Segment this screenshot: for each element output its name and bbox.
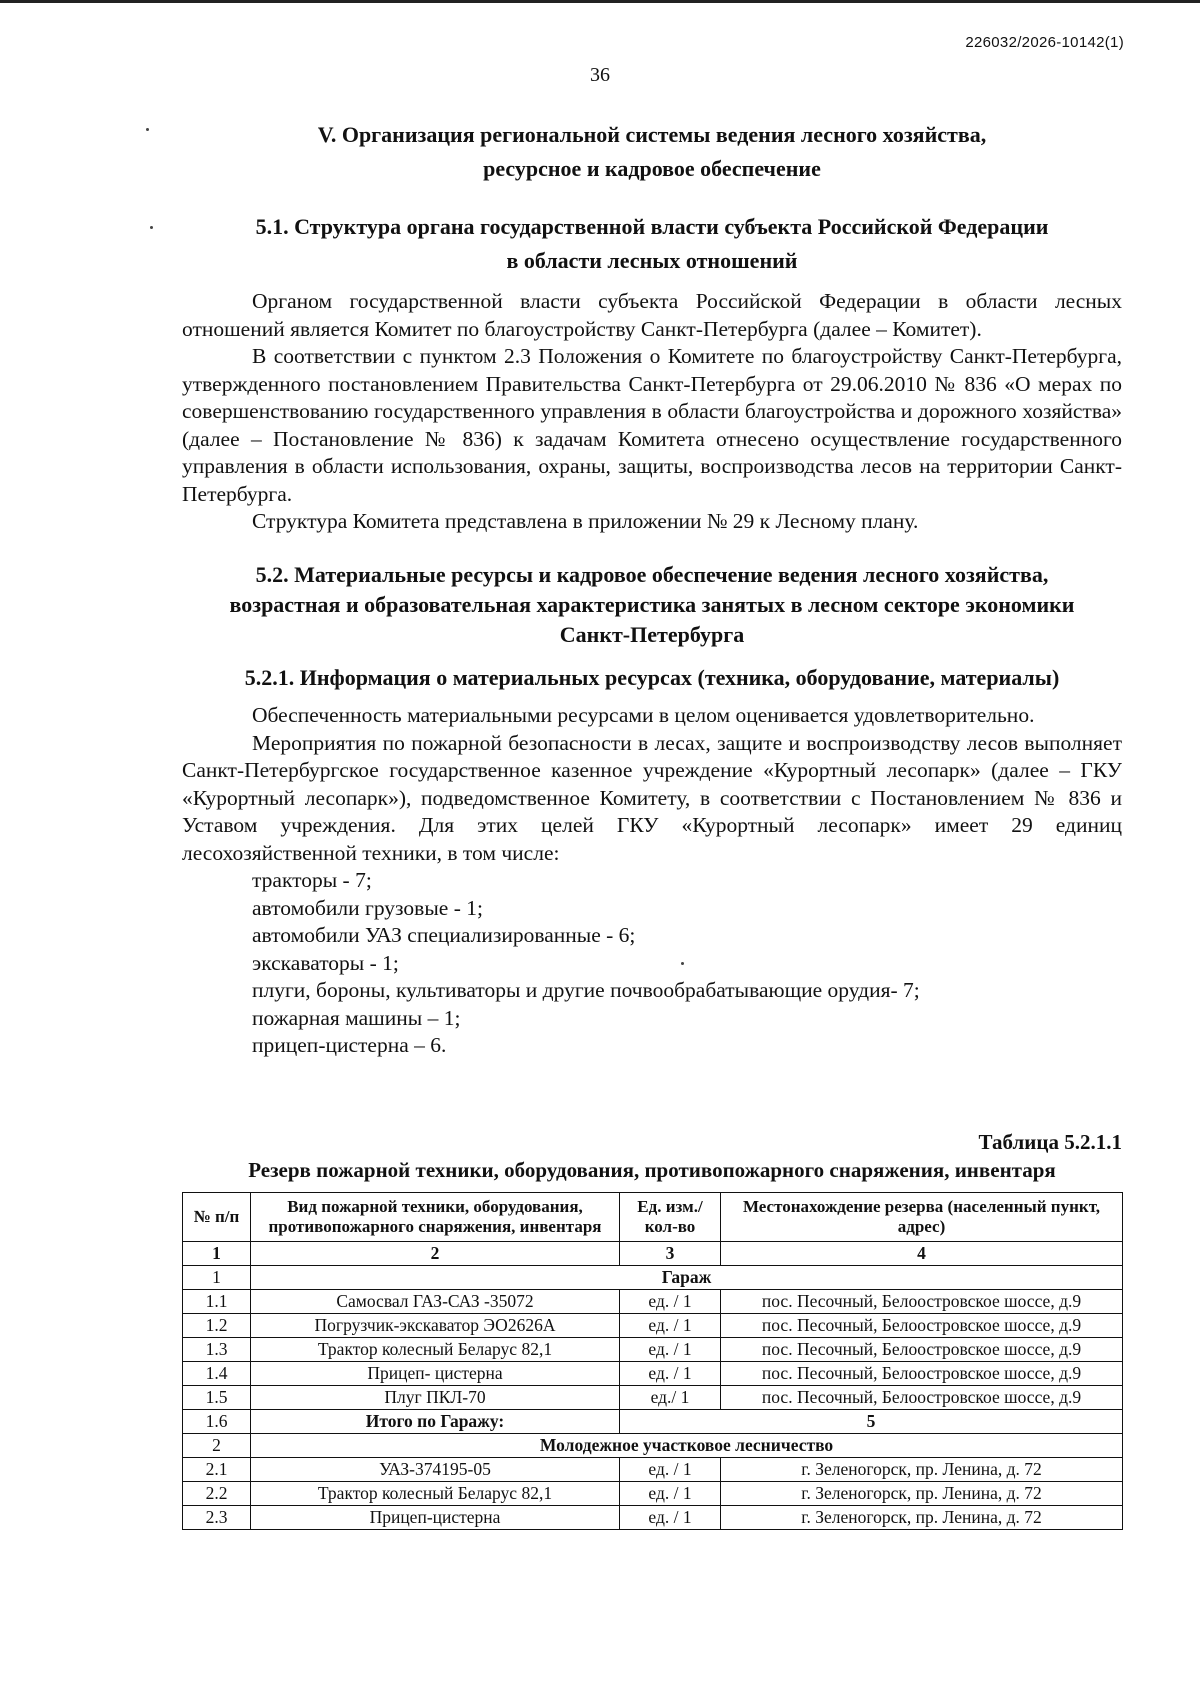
column-number: 1 bbox=[183, 1242, 251, 1266]
list-item: плуги, бороны, культиваторы и другие почвообрабатывающие орудия- 7; bbox=[252, 978, 920, 1002]
unit-quantity: ед. / 1 bbox=[620, 1338, 721, 1362]
row-number: 2.1 bbox=[183, 1458, 251, 1482]
location: г. Зеленогорск, пр. Ленина, д. 72 bbox=[721, 1482, 1123, 1506]
equipment-name: Самосвал ГАЗ-САЗ -35072 bbox=[251, 1290, 620, 1314]
location: пос. Песочный, Белоостровское шоссе, д.9 bbox=[721, 1290, 1123, 1314]
list-item: прицеп-цистерна – 6. bbox=[252, 1033, 447, 1057]
column-header: Вид пожарной техники, оборудования, противопожарного снаряжения, инвентаря bbox=[251, 1193, 620, 1242]
subsection-title-line: 5.1. Структура органа государственной власти субъекта Российской Федерации bbox=[255, 214, 1049, 239]
column-header: Местонахождение резерва (населенный пункт, адрес) bbox=[721, 1193, 1123, 1242]
list-item: автомобили УАЗ специализированные - 6; bbox=[252, 923, 636, 947]
unit-quantity: ед. / 1 bbox=[620, 1506, 721, 1530]
column-number: 3 bbox=[620, 1242, 721, 1266]
row-number: 1.3 bbox=[183, 1338, 251, 1362]
table-row bbox=[183, 1290, 1123, 1314]
unit-quantity: ед. / 1 bbox=[620, 1458, 721, 1482]
subsection-title-line: возрастная и образовательная характеристика занятых в лесном секторе экономики bbox=[229, 592, 1075, 617]
equipment-name: Погрузчик-экскаватор ЭО2626А bbox=[251, 1314, 620, 1338]
location: г. Зеленогорск, пр. Ленина, д. 72 bbox=[721, 1506, 1123, 1530]
section-title-line: V. Организация региональной системы ведения лесного хозяйства, bbox=[317, 122, 987, 147]
row-number: 2.3 bbox=[183, 1506, 251, 1530]
section-title bbox=[182, 118, 1122, 186]
list-item: автомобили грузовые - 1; bbox=[252, 895, 483, 920]
table-row bbox=[183, 1338, 1123, 1362]
column-header: № п/п bbox=[183, 1193, 251, 1242]
unit-quantity: ед. / 1 bbox=[620, 1362, 721, 1386]
unit-quantity: ед./ 1 bbox=[620, 1386, 721, 1410]
subsection-5-2-title bbox=[182, 560, 1122, 650]
equipment-name: Прицеп-цистерна bbox=[251, 1506, 620, 1530]
document-id: 226032/2026-10142(1) bbox=[965, 34, 1124, 51]
subsection-5-1-body bbox=[182, 288, 1122, 536]
row-number: 1.4 bbox=[183, 1362, 251, 1386]
table-header-row bbox=[183, 1193, 1123, 1242]
location: пос. Песочный, Белоостровское шоссе, д.9 bbox=[721, 1338, 1123, 1362]
group-row bbox=[183, 1434, 1123, 1458]
total-row bbox=[183, 1410, 1123, 1434]
table-row bbox=[183, 1362, 1123, 1386]
equipment-list bbox=[182, 867, 1122, 1060]
paragraph: Обеспеченность материальными ресурсами в целом оценивается удовлетворительно. bbox=[252, 703, 1035, 727]
group-name: Молодежное участковое лесничество bbox=[251, 1434, 1123, 1458]
row-number: 1.6 bbox=[183, 1410, 251, 1434]
column-number: 2 bbox=[251, 1242, 620, 1266]
subsection-5-1-title bbox=[182, 210, 1122, 278]
table-row bbox=[183, 1506, 1123, 1530]
equipment-name: Трактор колесный Беларус 82,1 bbox=[251, 1338, 620, 1362]
column-number-row bbox=[183, 1242, 1123, 1266]
table-row bbox=[183, 1458, 1123, 1482]
equipment-name: Плуг ПКЛ-70 bbox=[251, 1386, 620, 1410]
paragraph: В соответствии с пунктом 2.3 Положения о Комитете по благоустройству Санкт-Петербурга, утвержденного постановлением Правительства Санкт-Петербурга от 29.06.2010 № 836 «О мерах по совершенствованию государственного управления в области благоустройства и дорожного хозяйства» (далее – Постановление № 836) к задачам Комитета отнесено осуществление государственного управления в области использования, охраны, защиты, воспроизводства лесов на территории Санкт-Петербурга. bbox=[182, 344, 1122, 506]
location: пос. Песочный, Белоостровское шоссе, д.9 bbox=[721, 1314, 1123, 1338]
total-value: 5 bbox=[620, 1410, 1123, 1434]
row-number: 2.2 bbox=[183, 1482, 251, 1506]
group-number: 2 bbox=[183, 1434, 251, 1458]
subsection-5-2-1-body bbox=[182, 702, 1122, 1060]
subsection-title-line: в области лесных отношений bbox=[506, 248, 798, 273]
paragraph: Мероприятия по пожарной безопасности в лесах, защите и воспроизводству лесов выполняет Санкт-Петербургское государственное казенное учреждение «Курортный лесопарк» (далее – ГКУ «Курортный лесопарк»), подведомственное Комитету, в соответствии с Постановлением № 836 и Уставом учреждения. Для этих целей ГКУ «Курортный лесопарк» имеет 29 единиц лесохозяйственной техники, в том числе: bbox=[182, 730, 1122, 865]
unit-quantity: ед. / 1 bbox=[620, 1314, 721, 1338]
equipment-name: Прицеп- цистерна bbox=[251, 1362, 620, 1386]
unit-quantity: ед. / 1 bbox=[620, 1290, 721, 1314]
subsection-5-2-1-title bbox=[182, 661, 1122, 695]
list-item: экскаваторы - 1; bbox=[252, 950, 399, 975]
table-row bbox=[183, 1386, 1123, 1410]
total-label: Итого по Гаражу: bbox=[251, 1410, 620, 1434]
unit-quantity: ед. / 1 bbox=[620, 1482, 721, 1506]
table-5-2-1-1 bbox=[182, 1128, 1122, 1530]
equipment-name: Трактор колесный Беларус 82,1 bbox=[251, 1482, 620, 1506]
reserve-table bbox=[182, 1192, 1123, 1530]
group-name: Гараж bbox=[251, 1266, 1123, 1290]
paragraph: Органом государственной власти субъекта Российской Федерации в области лесных отношений является Комитет по благоустройству Санкт-Петербурга (далее – Комитет). bbox=[182, 289, 1122, 341]
equipment-name: УАЗ-374195-05 bbox=[251, 1458, 620, 1482]
subsection-title-line: 5.2.1. Информация о материальных ресурсах (техника, оборудование, материалы) bbox=[244, 665, 1060, 690]
table-label: Таблица 5.2.1.1 bbox=[978, 1130, 1122, 1154]
subsection-title-line: 5.2. Материальные ресурсы и кадровое обеспечение ведения лесного хозяйства, bbox=[255, 562, 1049, 587]
location: пос. Песочный, Белоостровское шоссе, д.9 bbox=[721, 1386, 1123, 1410]
scan-speck bbox=[146, 128, 149, 131]
page-number: 36 bbox=[590, 64, 610, 86]
subsection-title-line: Санкт-Петербурга bbox=[559, 622, 745, 647]
row-number: 1.5 bbox=[183, 1386, 251, 1410]
table-row bbox=[183, 1314, 1123, 1338]
table-row bbox=[183, 1482, 1123, 1506]
group-number: 1 bbox=[183, 1266, 251, 1290]
row-number: 1.1 bbox=[183, 1290, 251, 1314]
column-number: 4 bbox=[721, 1242, 1123, 1266]
section-title-line: ресурсное и кадровое обеспечение bbox=[483, 156, 821, 181]
location: г. Зеленогорск, пр. Ленина, д. 72 bbox=[721, 1458, 1123, 1482]
list-item: пожарная машины – 1; bbox=[252, 1005, 461, 1030]
location: пос. Песочный, Белоостровское шоссе, д.9 bbox=[721, 1362, 1123, 1386]
paragraph: Структура Комитета представлена в приложении № 29 к Лесному плану. bbox=[252, 509, 919, 533]
scan-speck bbox=[150, 226, 153, 229]
list-item: тракторы - 7; bbox=[252, 868, 372, 892]
scan-top-border bbox=[0, 0, 1200, 3]
row-number: 1.2 bbox=[183, 1314, 251, 1338]
table-title: Резерв пожарной техники, оборудования, противопожарного снаряжения, инвентаря bbox=[248, 1158, 1056, 1182]
column-header: Ед. изм./ кол-во bbox=[620, 1193, 721, 1242]
group-row bbox=[183, 1266, 1123, 1290]
